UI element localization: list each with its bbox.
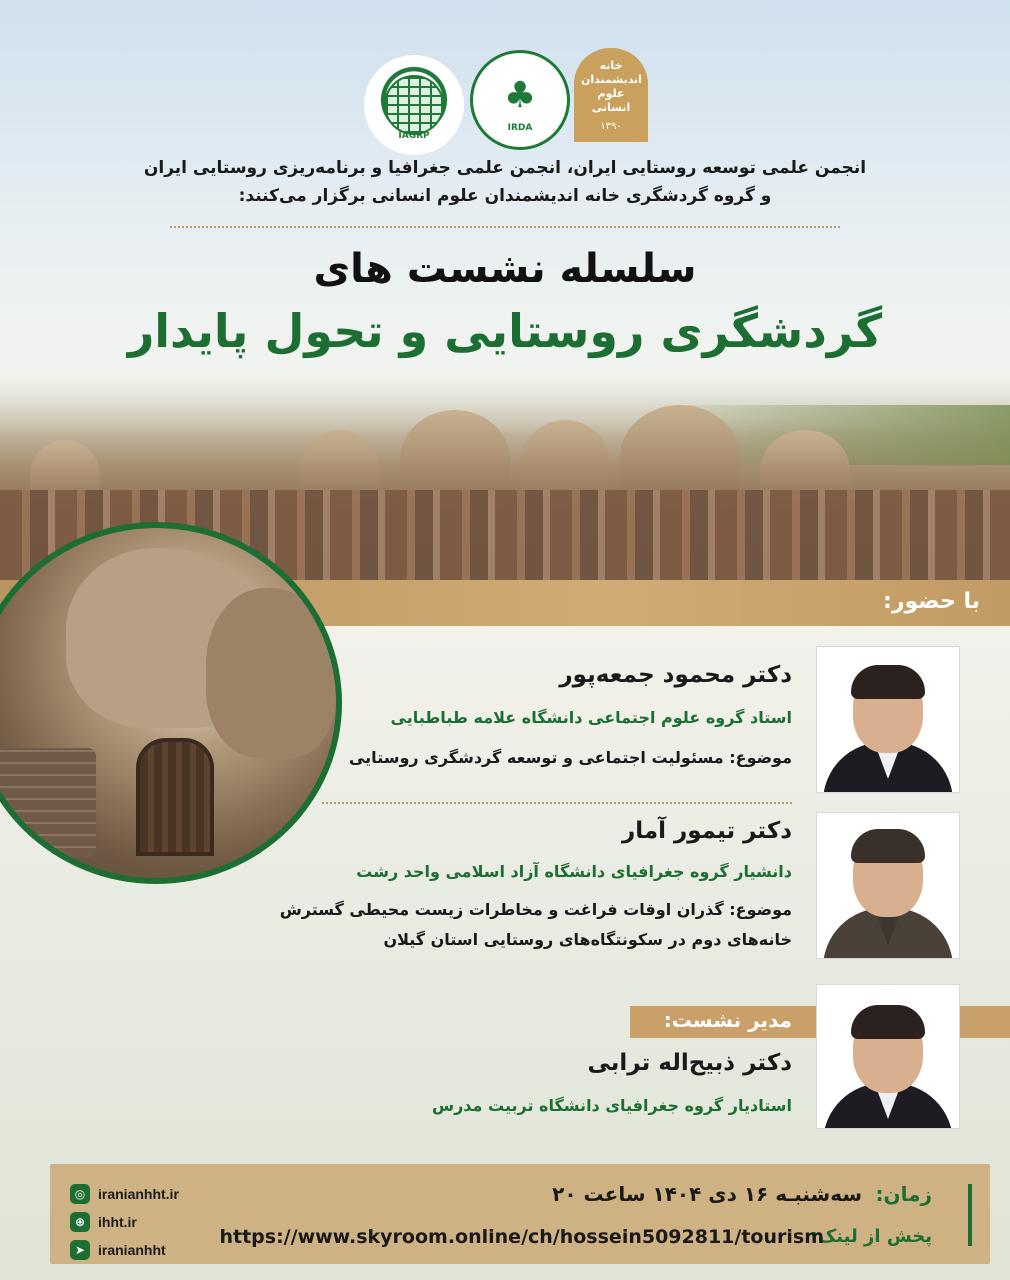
speaker-topic: موضوع: مسئولیت اجتماعی و توسعه گردشگری روستایی (348, 748, 792, 767)
time-label: زمان: (875, 1182, 932, 1206)
hair (851, 1005, 925, 1039)
organizers-line-2: و گروه گردشگری خانه اندیشمندان علوم انسانی برگزار می‌کنند: (238, 186, 772, 206)
speaker-role: استاد گروه علوم اجتماعی دانشگاه علامه طباطبایی (390, 708, 792, 727)
telegram-icon: ➤ (70, 1240, 90, 1260)
hair (851, 665, 925, 699)
web-icon: ⊕ (70, 1212, 90, 1232)
event-info-footer (50, 1164, 990, 1264)
irda-logo (470, 50, 570, 150)
house-of-humanities-logo (574, 48, 648, 142)
moderator-photo (816, 984, 960, 1129)
speaker-name: دکتر محمود جمعه‌پور (559, 662, 792, 688)
house-of-humanities-emblem-icon: خانه اندیشمندان علوم انسانی (581, 58, 642, 114)
hair (851, 829, 925, 863)
instagram-icon: ◎ (70, 1184, 90, 1204)
irda-emblem-icon: ♣ (503, 74, 537, 116)
speaker-divider (322, 802, 792, 804)
speaker-role: دانشیار گروه جغرافیای دانشگاه آزاد اسلامی واحد رشت (356, 862, 792, 881)
house-logo-year: ۱۳۹۰ (600, 120, 622, 132)
speaker-photo (816, 812, 960, 959)
iagrp-logo (364, 55, 464, 155)
series-subtitle: گردشگری روستایی و تحول پایدار (127, 304, 883, 358)
speaker-topic: موضوع: گذران اوقات فراغت و مخاطرات زیست محیطی گسترش (279, 900, 792, 919)
irda-logo-caption: IRDA (507, 123, 533, 133)
moderator-label: مدیر نشست: (663, 1008, 792, 1032)
stone-wall (0, 748, 96, 858)
social-telegram[interactable] (70, 1240, 166, 1260)
series-title: سلسله نشست های (313, 246, 697, 292)
iagrp-logo-caption: IAGRP (398, 131, 430, 141)
organizers-line-1: انجمن علمی توسعه روستایی ایران، انجمن علمی جغرافیا و برنامه‌ریزی روستایی ایران (143, 158, 867, 178)
time-value: سه‌شنبـه ۱۶ دی ۱۴۰۴ ساعت ۲۰ (552, 1182, 862, 1206)
moderator-name: دکتر ذبیح‌اله ترابی (587, 1050, 792, 1076)
speaker-name: دکتر تیمور آمار (622, 818, 792, 844)
telegram-handle: iranianhht (98, 1242, 166, 1258)
stream-link[interactable]: https://www.skyroom.online/ch/hossein5092811/tourism (219, 1226, 824, 1248)
instagram-handle: iranianhht.ir (98, 1186, 179, 1202)
moderator-role: استادیار گروه جغرافیای دانشگاه تربیت مدرس (432, 1096, 792, 1115)
rock-formation (206, 588, 336, 758)
footer-accent (968, 1184, 972, 1246)
website-handle: ihht.ir (98, 1214, 137, 1230)
social-instagram[interactable] (70, 1184, 179, 1204)
header-divider (170, 226, 840, 228)
globe-icon (384, 75, 444, 135)
link-label: پخش از لینک: (810, 1226, 932, 1247)
speaker-photo (816, 646, 960, 793)
speaker-topic-continued: خانه‌های دوم در سکونتگاه‌های روستایی استان گیلان (383, 930, 792, 949)
wooden-door (136, 738, 214, 856)
presence-label: با حضور: (883, 589, 980, 614)
social-website[interactable] (70, 1212, 137, 1232)
